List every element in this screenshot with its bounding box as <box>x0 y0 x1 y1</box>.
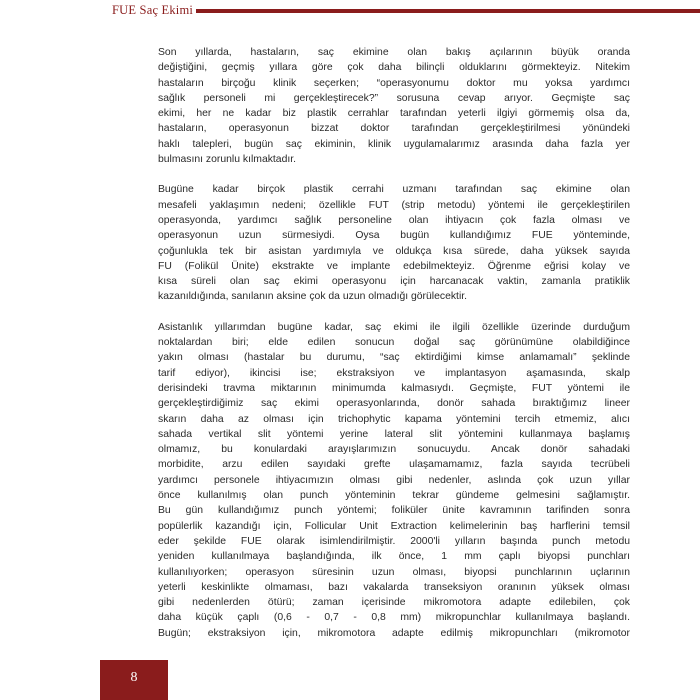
running-header-title: FUE Saç Ekimi <box>112 3 194 17</box>
text-line: mesafeli yaklaşımın nedeni; özellikle FUT (strip metodu) yöntemi ile gerçekleştirilen <box>158 199 630 211</box>
text-line: yeterli keskinlikte olmaması, bazı vakalarda transeksiyon oranının yüksek olması <box>158 581 630 593</box>
page-number: 8 <box>130 670 138 685</box>
text-line: yakın olması (hastalar bu durumu, “saç ektirdiğimi kimse anlamamalı” şeklinde <box>158 352 630 364</box>
text-line: morbidite, arzu edilen sayıdaki grefte ulaşamamamız, fazla sayıda tecrübeli <box>158 459 630 471</box>
body-text <box>158 45 630 641</box>
text-line: sahada vertikal slit yöntemi yerine lateral slit yöntemini kullanmaya başlamış <box>158 428 630 440</box>
text-line: kazanıldığında, sanılanın aksine çok da uzun olmadığı görülecektir. <box>158 291 468 303</box>
text-line: yeniden kullanılmaya başlandığında, ilk önce, 1 mm çaplı biyopsi punchları <box>158 551 630 563</box>
paragraph-2 <box>158 182 630 304</box>
page-number-box <box>100 660 168 700</box>
text-line: olmamız, bu konulardaki arayışlarımızın sonucuydu. Ancak donör sahadaki <box>158 444 630 456</box>
text-line: Bu gün kullandığımız punch yöntemi; foliküler ünite kavramının tarifinden sonra <box>158 505 630 517</box>
text-line: tarif ediyor), ikincisi ise; ekstraksiyon ve implantasyon aşamasında, skalp <box>158 367 630 379</box>
text-line: daha küçük çaplı (0,6 - 0,7 - 0,8 mm) mikropunchlar kullanılmaya başlandı. <box>158 612 630 624</box>
header-rule <box>196 9 700 13</box>
running-header <box>0 0 700 24</box>
text-line: gibi nedenlerden ötürü; zaman içerisinde mikromotora adapte edilebilen, çok <box>158 597 630 609</box>
text-line: eder şekilde FUE olarak isimlendirilmiştir. 2000'li yılların başında punch metodu <box>158 535 630 547</box>
text-line: kısa süreli olan saç ekimi operasyonu için harcanacak vaktin, zamanla pratiklik <box>158 276 630 288</box>
text-line: skarın daha az olması için trichophytic kapama yöntemini tercih etmemiz, alıcı <box>158 413 630 425</box>
paragraph-1 <box>158 45 630 167</box>
text-line: yardımcı personele ihtiyacımızın olması gibi nedenler, aslında çok uzun yıllar <box>158 474 630 486</box>
text-line: Bugüne kadar birçok plastik cerrahi uzmanı tarafından saç ekimine olan <box>158 184 630 196</box>
text-line: hastaların, operasyonun bizzat doktor tarafından gerçekleştirilmesi yönündeki <box>158 123 630 135</box>
text-line: Son yıllarda, hastaların, saç ekimine olan bakış açılarının büyük oranda <box>158 47 630 58</box>
text-line: Asistanlık yıllarımdan bugüne kadar, saç ekimi ile ilgili özellikle üzerinde durduğum <box>158 321 630 333</box>
text-line: hastaların birçoğu klinik seçerken; “operasyonumu doktor mu yoksa yardımcı <box>158 77 630 89</box>
text-line: sağlık personeli mi gerçekleştirecek?” sorusuna cevap arıyor. Geçmişte saç <box>158 92 630 104</box>
text-line: noktalardan biri; elde edilen sonucun doğal saç görünümüne olabildiğince <box>158 337 630 349</box>
text-line: çoğunlukla tek bir asistan yardımıyla ve oldukça kısa sürede, daha yüksek sayıda <box>158 245 630 257</box>
text-line: gerçekleştirdiğimiz saç ekimi operasyonlarında, donör sahada bıraktığımız lineer <box>158 398 630 410</box>
text-line: operasyonun uzun sürmesiydi. Oysa bugün kullandığımız FUE yönteminde, <box>158 230 630 242</box>
text-line: haklı talepleri, bugün saç ekiminin, klinik uygulamalarımız arasında daha fazla yer <box>158 138 630 150</box>
paragraph-3 <box>158 320 630 641</box>
text-line: bulmasını zorunlu kılmaktadır. <box>158 154 297 166</box>
text-line: önce kullanılmış olan punch yönteminin tekrar gündeme gelmesini sağlamıştır. <box>158 490 630 502</box>
text-line: popülerlik kazandığı için, Follicular Unit Extraction kelimelerinin baş harflerini temsil <box>158 520 630 532</box>
text-line: ekimi, her ne kadar biz plastik cerrahlar tarafından yeterli ilgiyi görmemiş olsa da, <box>158 108 630 120</box>
text-line: kullanılıyorken; operasyon süresinin uzun olması, biyopsi punchlarının uçlarının <box>158 566 630 578</box>
text-line: değiştiğini, geçmiş yıllara göre çok daha bilinçli olduklarını görmekteyiz. Nitekim <box>158 62 630 74</box>
text-line: FU (Folikül Ünite) ekstrakte ve implante edebilmekteyiz. Öğrenme eğrisi kolay ve <box>158 260 630 272</box>
text-line: derisindeki travma miktarının minimumda kalmasıydı. Geçmişte, FUT yöntemi ile <box>158 382 630 394</box>
text-line: Bugün; ekstraksiyon için, mikromotora adapte edilmiş mikropunchları (mikromotor <box>158 627 630 639</box>
text-line: operasyonda, yardımcı sağlık personeline olan ihtiyacın çok fazla olması ve <box>158 214 630 226</box>
